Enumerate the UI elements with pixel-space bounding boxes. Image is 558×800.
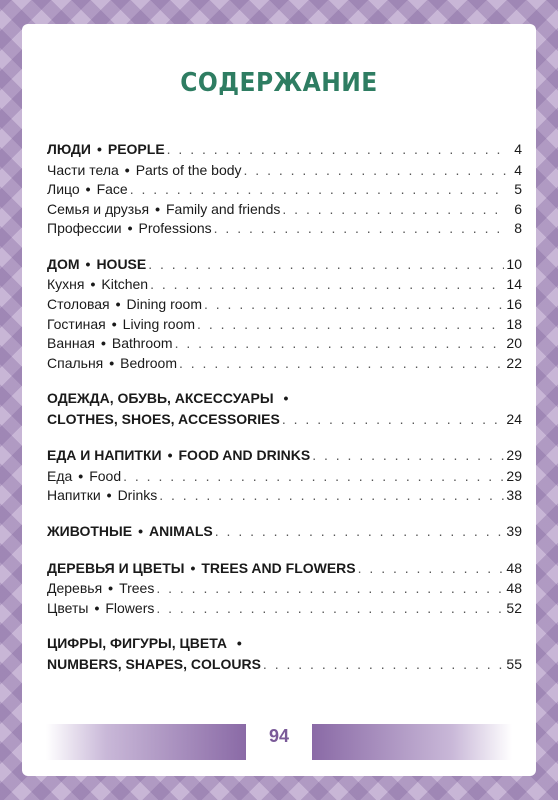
item-en: Food [89,467,122,484]
separator-dot: • [167,447,173,464]
toc-heading[interactable] [47,447,522,468]
separator-dot: • [106,487,112,504]
heading-ru: ЛЮДИ [47,141,91,157]
heading-en: HOUSE [96,255,147,272]
dot-leader [159,487,504,503]
page-ref: 48 [506,559,522,576]
table-of-contents [47,141,522,692]
dot-leader [130,181,506,197]
heading-en: ANIMALS [148,523,213,540]
dot-leader [156,580,504,596]
item-en: Face [96,181,128,198]
toc-item[interactable] [47,355,522,375]
item-ru: Напитки [47,487,101,504]
dot-leader [156,600,504,616]
heading-en: PEOPLE [107,141,165,157]
separator-dot: • [283,390,289,407]
separator-dot: • [127,220,133,237]
separator-dot: • [100,335,106,352]
item-en: Family and friends [166,200,281,217]
dot-leader [215,523,505,539]
page-ref: 55 [506,655,522,672]
heading-ru: ЖИВОТНЫЕ [47,523,133,540]
page-ref: 52 [506,599,522,616]
heading-ru: ОДЕЖДА, ОБУВЬ, АКСЕССУАРЫ [47,390,274,407]
toc-heading[interactable] [47,411,522,432]
separator-dot: • [124,161,130,178]
page-ref: 8 [514,220,522,237]
item-ru: Ванная [47,335,95,352]
heading-en: CLOTHES, SHOES, ACCESSORIES [47,410,280,427]
dot-leader [358,560,505,576]
toc-section-people [47,141,522,240]
toc-item[interactable] [47,276,522,296]
item-ru: Части тела [47,161,119,178]
page-ref: 38 [506,487,522,504]
toc-item[interactable] [47,296,522,316]
item-en: Living room [122,315,196,332]
item-en: Flowers [105,599,155,616]
toc-item[interactable] [47,201,522,221]
dot-leader [282,411,505,427]
item-en: Parts of the body [135,161,242,178]
separator-dot: • [94,599,100,616]
item-en: Dining room [126,295,202,312]
toc-section-numbers [47,635,522,676]
item-ru: Столовая [47,295,110,312]
item-en: Drinks [117,487,158,504]
dot-leader [123,468,504,484]
separator-dot: • [108,580,114,597]
toc-heading[interactable] [47,560,522,581]
page-ref: 39 [506,523,522,540]
separator-dot: • [85,181,91,198]
item-ru: Кухня [47,276,85,293]
page-ref: 14 [506,276,522,293]
toc-section-clothes [47,390,522,431]
separator-dot: • [138,523,143,540]
page-ref: 24 [506,410,522,427]
separator-dot: • [115,295,121,312]
item-en: Kitchen [101,276,149,293]
toc-item[interactable] [47,316,522,336]
toc-heading[interactable] [47,256,522,277]
item-en: Professions [138,220,212,237]
item-ru: Семья и друзья [47,200,150,217]
item-ru: Деревья [47,580,103,597]
dot-leader [150,276,504,292]
dot-leader [175,335,505,351]
dot-leader [282,201,506,217]
dot-leader [167,141,506,157]
page-title: СОДЕРЖАНИЕ [180,68,378,98]
toc-item[interactable] [47,162,522,182]
page-ref: 29 [506,447,522,464]
item-en: Bathroom [111,335,173,352]
toc-item[interactable] [47,580,522,600]
toc-item[interactable] [47,220,522,240]
item-en: Trees [119,580,155,597]
heading-ru: ЦИФРЫ, ФИГУРЫ, ЦВЕТА [47,635,227,652]
toc-heading-ru-line[interactable] [47,635,522,656]
toc-section-house [47,256,522,374]
separator-dot: • [109,354,115,371]
page-sheet [22,24,536,776]
item-ru: Гостиная [47,315,106,332]
item-ru: Спальня [47,354,104,371]
heading-en: TREES AND FLOWERS [201,559,356,576]
toc-heading-ru-line[interactable] [47,390,522,411]
separator-dot: • [90,276,96,293]
heading-ru: ДЕРЕВЬЯ И ЦВЕТЫ [47,559,185,576]
dot-leader [179,355,504,371]
dot-leader [244,162,506,178]
toc-heading[interactable] [47,141,522,162]
page-ref: 6 [514,200,522,217]
heading-en: FOOD AND DRINKS [178,447,311,464]
page-ref: 29 [506,467,522,484]
toc-heading[interactable] [47,523,522,544]
dot-leader [312,447,504,463]
page-ref: 4 [514,141,522,157]
heading-en: NUMBERS, SHAPES, COLOURS [47,655,261,672]
page-number: 94 [268,726,290,746]
page-ref: 5 [514,181,522,198]
item-ru: Еда [47,467,73,484]
heading-ru: ЕДА И НАПИТКИ [47,447,162,464]
dot-leader [148,256,504,272]
separator-dot: • [155,200,160,217]
separator-dot: • [190,559,196,576]
page-ref: 20 [506,335,522,352]
separator-dot: • [85,255,91,272]
toc-section-trees [47,560,522,620]
page-ref: 18 [506,315,522,332]
separator-dot: • [96,141,102,157]
page-ref: 16 [506,295,522,312]
page-ref: 10 [506,255,522,272]
page-ref: 22 [506,354,522,371]
item-ru: Профессии [47,220,122,237]
toc-item[interactable] [47,468,522,488]
separator-dot: • [111,315,117,332]
toc-section-animals [47,523,522,544]
separator-dot: • [236,635,242,652]
dot-leader [197,316,504,332]
page-ref: 4 [514,161,522,178]
toc-section-food [47,447,522,507]
dot-leader [214,220,506,236]
heading-ru: ДОМ [47,255,80,272]
separator-dot: • [78,467,84,484]
toc-item[interactable] [47,600,522,620]
item-en: Bedroom [120,354,177,371]
dot-leader [263,656,505,672]
item-ru: Лицо [47,181,80,198]
toc-item[interactable] [47,487,522,507]
page-ref: 48 [506,580,522,597]
toc-heading[interactable] [47,656,522,677]
dot-leader [204,296,504,312]
toc-item[interactable] [47,335,522,355]
item-ru: Цветы [47,599,89,616]
toc-item[interactable] [47,181,522,201]
